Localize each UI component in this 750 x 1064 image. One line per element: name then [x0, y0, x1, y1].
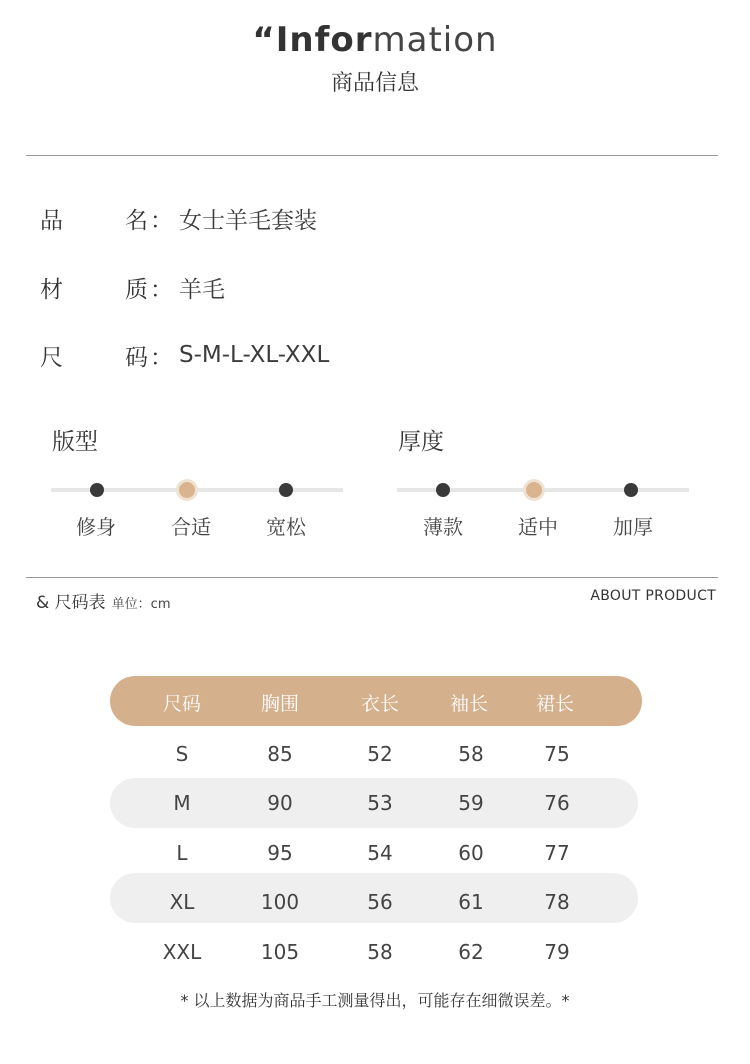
info-label — [40, 339, 148, 372]
table-header-cell: 衣长 — [360, 693, 399, 715]
table-cell: 58 — [458, 742, 484, 766]
table-cell: 76 — [544, 791, 570, 815]
fit-option-label: 宽松 — [266, 515, 306, 539]
thickness-option-label: 加厚 — [613, 515, 653, 539]
table-cell: 79 — [544, 940, 570, 964]
info-label-char: 材 — [40, 276, 63, 303]
table-cell: 85 — [267, 742, 293, 766]
divider-middle — [26, 577, 718, 578]
table-header-cell: 尺码 — [162, 693, 201, 715]
fit-option-label: 修身 — [76, 515, 116, 539]
table-cell: 61 — [458, 890, 484, 914]
thickness-option-dot — [436, 483, 450, 497]
table-cell: 60 — [458, 841, 484, 865]
info-label-char: 质 — [125, 276, 148, 303]
table-cell: 90 — [267, 791, 293, 815]
info-label-char: 尺 — [40, 344, 63, 371]
thickness-scale-title: 厚度 — [398, 429, 444, 455]
thickness-option-label: 适中 — [518, 515, 558, 539]
table-cell: 77 — [544, 841, 570, 865]
table-cell: M — [173, 791, 191, 815]
table-cell: 62 — [458, 940, 484, 964]
fit-scale-title: 版型 — [52, 429, 98, 455]
table-cell: 59 — [458, 791, 484, 815]
info-value: S-M-L-XL-XXL — [179, 342, 330, 368]
table-cell: L — [176, 841, 188, 865]
table-cell: 105 — [260, 940, 300, 964]
section-title — [0, 20, 750, 60]
table-cell: S — [175, 742, 189, 766]
info-label — [40, 202, 148, 235]
info-label-char: 名 — [125, 207, 148, 234]
thickness-selected-dot — [526, 482, 542, 498]
info-value: 羊毛 — [179, 276, 225, 303]
table-header-cell: 胸围 — [260, 693, 299, 715]
table-cell: XXL — [162, 940, 202, 964]
table-cell: XL — [169, 890, 195, 914]
thickness-option-label: 薄款 — [423, 515, 463, 539]
info-row-size — [40, 338, 329, 372]
info-colon: ： — [150, 276, 173, 303]
info-value: 女士羊毛套装 — [179, 207, 317, 234]
table-cell: 95 — [267, 841, 293, 865]
info-row-material — [40, 270, 225, 304]
table-cell: 53 — [367, 791, 393, 815]
fit-option-dot — [279, 483, 293, 497]
title-light-part: mation — [372, 20, 498, 60]
fit-option-dot — [90, 483, 104, 497]
size-table-title — [36, 588, 170, 613]
info-colon: ： — [150, 207, 173, 234]
table-cell: 75 — [544, 742, 570, 766]
info-label — [40, 271, 148, 304]
table-cell: 58 — [367, 940, 393, 964]
info-label-char: 码 — [125, 344, 148, 371]
info-label-char: 品 — [40, 207, 63, 234]
measurement-note: * 以上数据为商品手工测量得出，可能存在细微误差。* — [180, 991, 570, 1010]
table-cell: 54 — [367, 841, 393, 865]
thickness-option-dot — [624, 483, 638, 497]
table-header-cell: 裙长 — [535, 693, 574, 715]
fit-selected-dot — [179, 482, 195, 498]
size-table-unit: 单位：cm — [111, 597, 171, 612]
about-product-label: ABOUT PRODUCT — [590, 588, 716, 604]
table-cell: 52 — [367, 742, 393, 766]
info-row-name — [40, 201, 317, 235]
size-table-title-text: & 尺码表 — [36, 593, 106, 613]
table-cell: 100 — [260, 890, 300, 914]
table-cell: 56 — [367, 890, 393, 914]
section-subtitle: 商品信息 — [330, 71, 419, 96]
info-colon: ： — [150, 344, 173, 371]
table-cell: 78 — [544, 890, 570, 914]
fit-option-label: 合适 — [171, 515, 211, 539]
table-header-cell: 袖长 — [449, 693, 488, 715]
divider-top — [26, 155, 718, 156]
title-bold-part: Infor — [275, 20, 373, 60]
title-quote: “ — [252, 20, 276, 60]
